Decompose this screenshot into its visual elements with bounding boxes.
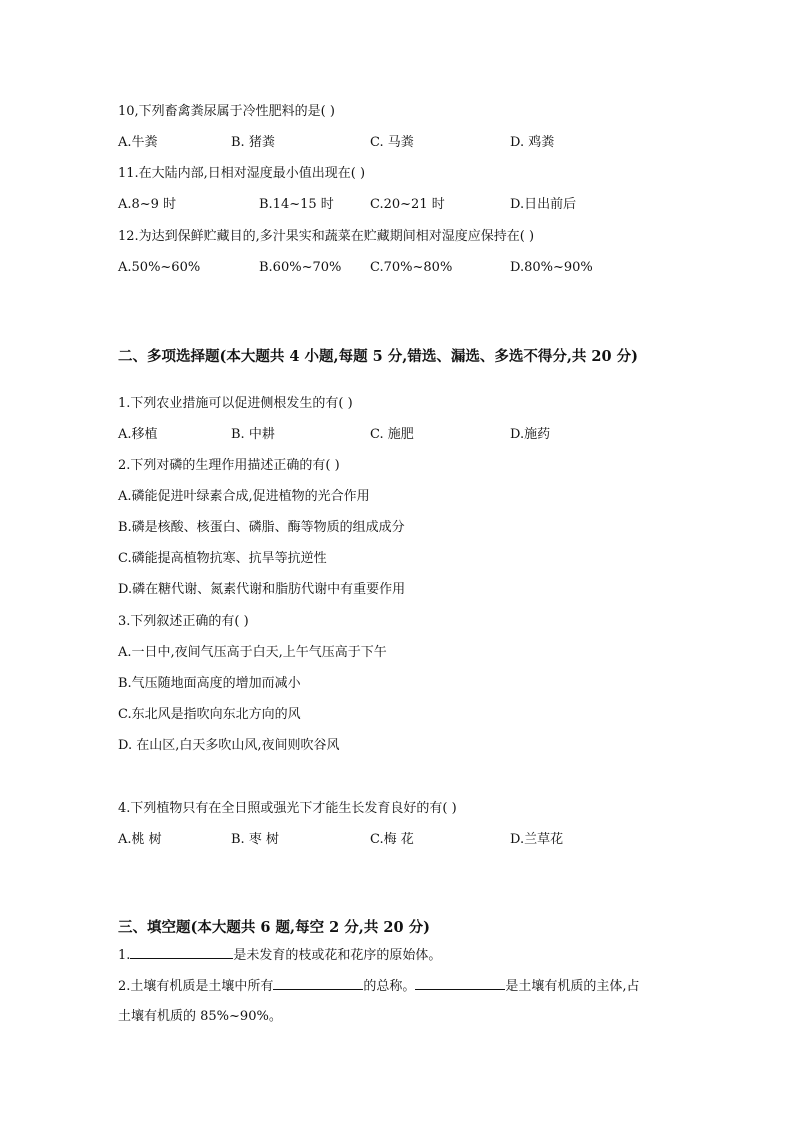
option-c: C.磷能提高植物抗寒、抗旱等抗逆性 — [118, 551, 327, 566]
option-c: C.20~21 时 — [370, 197, 445, 212]
option-a: A.8~9 时 — [118, 197, 177, 212]
option-d: D.施药 — [510, 427, 551, 442]
option-a: A.一日中,夜间气压高于白天,上午气压高于下午 — [118, 645, 387, 660]
question-12: 12.为达到保鲜贮藏目的,多汁果实和蔬菜在贮藏期间相对湿度应保持在( ) — [118, 229, 535, 244]
option-a: A.桃 树 — [118, 832, 162, 847]
option-c: C. 施肥 — [370, 427, 414, 442]
section-2-title: 二、多项选择题(本大题共 4 小题,每题 5 分,错选、漏选、多选不得分,共 20 分) — [118, 348, 639, 365]
option-b: B. 猪粪 — [231, 135, 275, 150]
option-a: A.移植 — [118, 427, 158, 442]
option-d: D.80%~90% — [510, 260, 593, 275]
option-c: C. 马粪 — [370, 135, 414, 150]
fill-question-1 — [118, 946, 441, 964]
question-text: 是未发育的枝或花和花序的原始体。 — [233, 948, 442, 963]
question-2-4: 4.下列植物只有在全日照或强光下才能生长发育良好的有( ) — [118, 801, 457, 816]
question-text: 2.土壤有机质是土壤中所有 — [118, 979, 274, 994]
answer-blank[interactable] — [415, 977, 505, 990]
option-d: D. 在山区,白天多吹山风,夜间则吹谷风 — [118, 738, 340, 753]
fill-question-2 — [118, 977, 640, 995]
option-c: C.梅 花 — [370, 832, 414, 847]
option-b: B. 枣 树 — [231, 832, 279, 847]
option-a: A.牛粪 — [118, 135, 158, 150]
question-number: 1. — [118, 948, 131, 963]
option-b: B.气压随地面高度的增加而减小 — [118, 676, 301, 691]
fill-question-2-continued: 土壤有机质的 85%~90%。 — [118, 1009, 282, 1024]
question-2-1: 1.下列农业措施可以促进侧根发生的有( ) — [118, 396, 353, 411]
question-11: 11.在大陆内部,日相对湿度最小值出现在( ) — [118, 166, 366, 181]
option-d: D.磷在糖代谢、氮素代谢和脂肪代谢中有重要作用 — [118, 582, 406, 597]
option-b: B.60%~70% — [259, 260, 342, 275]
option-a: A.磷能促进叶绿素合成,促进植物的光合作用 — [118, 489, 370, 504]
option-a: A.50%~60% — [118, 260, 201, 275]
option-d: D.日出前后 — [510, 197, 577, 212]
question-10: 10,下列畜禽粪尿属于冷性肥料的是( ) — [118, 104, 335, 119]
question-text: 是土壤有机质的主体,占 — [505, 979, 640, 994]
option-d: D. 鸡粪 — [510, 135, 555, 150]
question-text: 的总称。 — [363, 979, 416, 994]
option-b: B.磷是核酸、核蛋白、磷脂、酶等物质的组成成分 — [118, 520, 405, 535]
option-d: D.兰草花 — [510, 832, 564, 847]
option-c: C.东北风是指吹向东北方向的风 — [118, 707, 301, 722]
option-c: C.70%~80% — [370, 260, 453, 275]
section-3-title: 三、填空题(本大题共 6 题,每空 2 分,共 20 分) — [118, 919, 430, 936]
answer-blank[interactable] — [273, 977, 363, 990]
option-b: B. 中耕 — [231, 427, 275, 442]
question-2-2: 2.下列对磷的生理作用描述正确的有( ) — [118, 458, 340, 473]
answer-blank[interactable] — [130, 946, 233, 959]
question-2-3: 3.下列叙述正确的有( ) — [118, 614, 249, 629]
option-b: B.14~15 时 — [259, 197, 334, 212]
